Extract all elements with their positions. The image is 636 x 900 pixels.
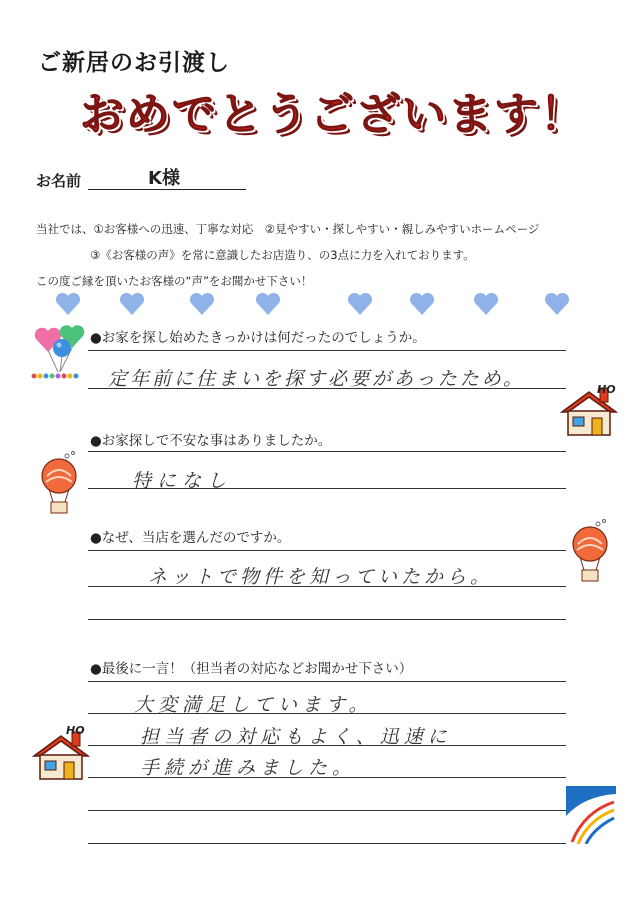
subtitle: ご新居のお引渡し (38, 50, 230, 76)
answer-line (88, 681, 566, 682)
question-2: ●お家探しで不安な事はありましたか。 (90, 433, 332, 449)
answer-line (88, 713, 566, 714)
answer-1-line-1: 定年前に住まいを探す必要があったため。 (108, 368, 526, 390)
answer-line (88, 843, 566, 844)
answer-line (88, 388, 566, 389)
name-underline (88, 189, 246, 190)
heart-icon (190, 293, 214, 315)
answer-3-line-1: ネットで物件を知っていたから。 (148, 566, 494, 588)
hot-air-balloon-icon (566, 518, 614, 584)
answer-line (88, 777, 566, 778)
answer-4-line-1: 大変満足しています。 (134, 694, 373, 716)
heart-icon (120, 293, 144, 315)
heart-icon (545, 293, 569, 315)
heart-icon (474, 293, 498, 315)
answer-line (88, 586, 566, 587)
house-label: HO (597, 383, 616, 396)
answer-line (88, 451, 566, 452)
intro-line-2: ③《お客様の声》を常に意識したお店造り、の3点に力を入れております。 (90, 248, 475, 262)
heart-icon (56, 293, 80, 315)
answer-2-line-1: 特になし (132, 470, 233, 492)
balloons-icon (30, 322, 92, 380)
page-title: おめでとうございます！ (80, 89, 586, 140)
question-3: ●なぜ、当店を選んだのですか。 (90, 530, 291, 546)
intro-line-3: この度ご縁を頂いたお客様の“声”をお聞かせ下さい！ (36, 274, 313, 288)
heart-icon (348, 293, 372, 315)
house-label: HO (66, 724, 85, 737)
name-value: K様 (148, 168, 180, 189)
answer-4-line-2: 担当者の対応もよく、迅速に (140, 726, 452, 748)
question-1: ●お家を探し始めたきっかけは何だったのでしょうか。 (90, 330, 426, 346)
answer-line (88, 810, 566, 811)
heart-icon (256, 293, 280, 315)
hot-air-balloon-icon (35, 450, 83, 516)
answer-line (88, 745, 566, 746)
hearts-row (55, 291, 575, 317)
question-4: ●最後に一言！（担当者の対応などお聞かせ下さい） (90, 661, 413, 677)
company-logo-icon (566, 786, 616, 844)
answer-4-line-3: 手続が進みました。 (140, 757, 357, 779)
name-label: お名前 (36, 172, 82, 190)
answer-line (88, 550, 566, 551)
heart-icon (410, 293, 434, 315)
answer-line (88, 488, 566, 489)
intro-line-1: 当社では、①お客様への迅速、丁寧な対応 ②見やすい・探しやすい・親しみやすいホームページ (36, 222, 540, 236)
answer-line (88, 350, 566, 351)
answer-line (88, 619, 566, 620)
